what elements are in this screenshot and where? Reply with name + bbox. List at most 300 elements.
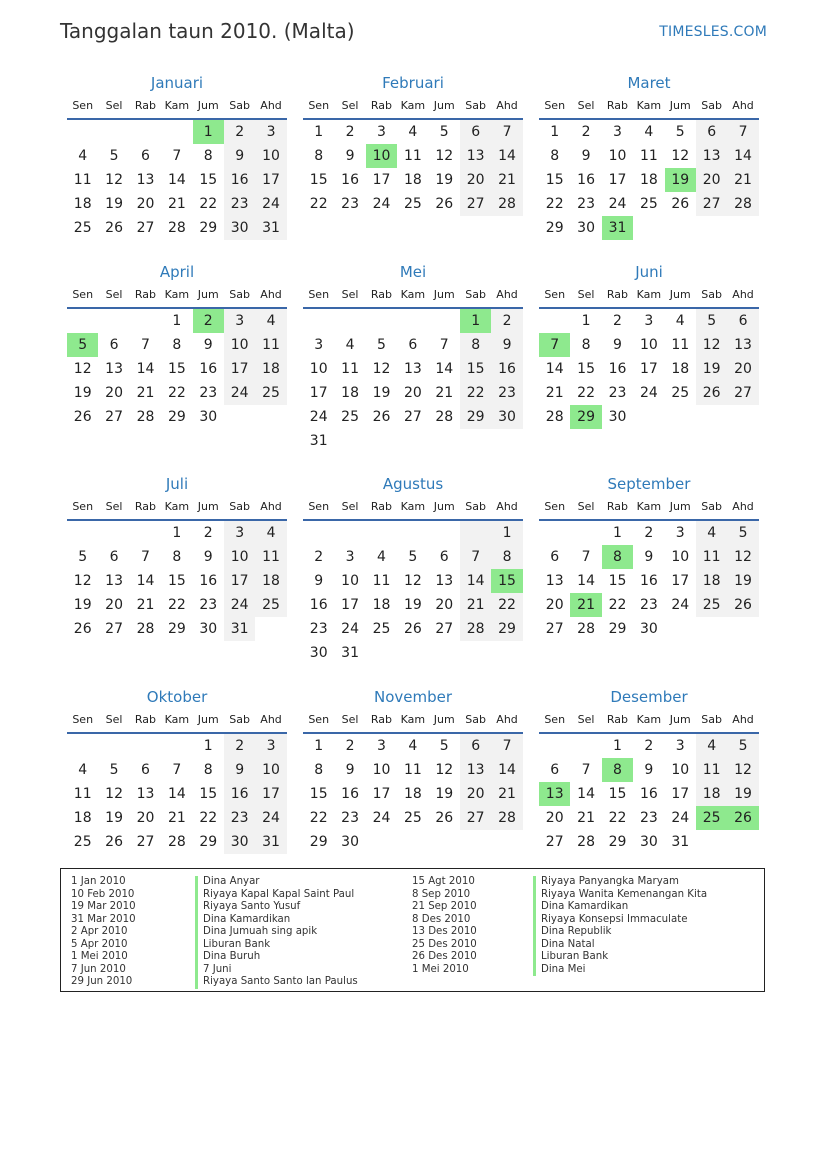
day-cell[interactable]: 9	[224, 758, 255, 782]
day-cell[interactable]: 27	[460, 192, 491, 216]
day-cell[interactable]: 13	[105, 361, 123, 377]
day-cell[interactable]: 16	[341, 786, 359, 802]
holiday-cell[interactable]: 1	[193, 120, 224, 144]
day-cell[interactable]: 9	[613, 337, 622, 353]
day-cell[interactable]: 1	[550, 124, 560, 140]
day-cell[interactable]: 20	[460, 168, 491, 192]
day-cell[interactable]: 5	[439, 738, 449, 754]
day-cell[interactable]: 23	[608, 385, 627, 401]
day-cell[interactable]: 22	[460, 381, 491, 405]
day-cell[interactable]: 5	[408, 549, 418, 565]
day-cell[interactable]: 26	[727, 593, 758, 617]
day-cell[interactable]: 26	[403, 621, 422, 637]
day-cell[interactable]: 8	[550, 148, 560, 164]
day-cell[interactable]: 4	[255, 521, 286, 545]
day-cell[interactable]: 21	[136, 385, 155, 401]
day-cell[interactable]: 8	[203, 762, 213, 778]
day-cell[interactable]: 16	[639, 573, 658, 589]
day-cell[interactable]: 22	[577, 385, 595, 401]
day-cell[interactable]: 28	[167, 220, 186, 236]
day-cell[interactable]: 26	[73, 409, 92, 425]
day-cell[interactable]: 29	[491, 617, 522, 641]
day-cell[interactable]: 7	[141, 549, 150, 565]
day-cell[interactable]: 28	[491, 192, 522, 216]
day-cell[interactable]: 23	[309, 621, 328, 637]
day-cell[interactable]: 14	[460, 569, 491, 593]
day-cell[interactable]: 13	[460, 758, 491, 782]
day-cell[interactable]: 30	[639, 621, 658, 637]
day-cell[interactable]: 23	[491, 381, 522, 405]
day-cell[interactable]: 21	[136, 597, 155, 613]
day-cell[interactable]: 29	[199, 220, 218, 236]
day-cell[interactable]: 19	[727, 569, 758, 593]
day-cell[interactable]: 12	[435, 762, 454, 778]
day-cell[interactable]: 25	[73, 834, 92, 850]
holiday-cell[interactable]: 13	[539, 782, 570, 806]
day-cell[interactable]: 15	[167, 361, 186, 377]
day-cell[interactable]: 23	[199, 597, 218, 613]
holiday-cell[interactable]: 15	[491, 569, 522, 593]
day-cell[interactable]: 21	[167, 196, 186, 212]
day-cell[interactable]: 24	[372, 196, 391, 212]
day-cell[interactable]: 31	[671, 834, 690, 850]
day-cell[interactable]: 2	[345, 124, 355, 140]
holiday-cell[interactable]: 1	[460, 309, 491, 333]
day-cell[interactable]: 12	[403, 573, 422, 589]
day-cell[interactable]: 13	[136, 172, 155, 188]
day-cell[interactable]: 2	[644, 525, 654, 541]
day-cell[interactable]: 13	[105, 573, 123, 589]
day-cell[interactable]: 7	[491, 120, 522, 144]
day-cell[interactable]: 20	[460, 782, 491, 806]
day-cell[interactable]: 10	[224, 545, 255, 569]
day-cell[interactable]: 20	[105, 385, 123, 401]
day-cell[interactable]: 10	[255, 758, 286, 782]
holiday-cell[interactable]: 10	[366, 144, 397, 168]
day-cell[interactable]: 4	[675, 313, 685, 329]
day-cell[interactable]: 4	[78, 762, 88, 778]
day-cell[interactable]: 6	[439, 549, 449, 565]
day-cell[interactable]: 3	[644, 313, 654, 329]
day-cell[interactable]: 26	[435, 810, 454, 826]
day-cell[interactable]: 2	[224, 734, 255, 758]
day-cell[interactable]: 26	[105, 834, 123, 850]
day-cell[interactable]: 6	[460, 120, 491, 144]
day-cell[interactable]: 2	[613, 313, 622, 329]
day-cell[interactable]: 4	[644, 124, 654, 140]
day-cell[interactable]: 8	[314, 148, 324, 164]
day-cell[interactable]: 6	[550, 762, 560, 778]
day-cell[interactable]: 16	[199, 573, 218, 589]
day-cell[interactable]: 3	[255, 120, 286, 144]
day-cell[interactable]: 1	[203, 738, 213, 754]
day-cell[interactable]: 18	[372, 597, 391, 613]
day-cell[interactable]: 17	[309, 385, 328, 401]
day-cell[interactable]: 16	[639, 786, 658, 802]
day-cell[interactable]: 6	[109, 337, 119, 353]
day-cell[interactable]: 25	[639, 196, 658, 212]
day-cell[interactable]: 27	[545, 621, 564, 637]
day-cell[interactable]: 24	[671, 597, 690, 613]
day-cell[interactable]: 25	[255, 593, 286, 617]
day-cell[interactable]: 25	[671, 385, 690, 401]
day-cell[interactable]: 3	[255, 734, 286, 758]
day-cell[interactable]: 5	[727, 521, 758, 545]
day-cell[interactable]: 1	[314, 124, 324, 140]
day-cell[interactable]: 31	[224, 617, 255, 641]
day-cell[interactable]: 11	[639, 148, 658, 164]
day-cell[interactable]: 30	[309, 645, 328, 661]
day-cell[interactable]: 2	[581, 124, 591, 140]
day-cell[interactable]: 7	[460, 545, 491, 569]
day-cell[interactable]: 22	[309, 810, 328, 826]
day-cell[interactable]: 29	[309, 834, 328, 850]
day-cell[interactable]: 22	[309, 196, 328, 212]
day-cell[interactable]: 14	[727, 144, 758, 168]
day-cell[interactable]: 13	[435, 573, 454, 589]
day-cell[interactable]: 19	[435, 172, 454, 188]
day-cell[interactable]: 28	[577, 621, 595, 637]
day-cell[interactable]: 25	[372, 621, 391, 637]
holiday-cell[interactable]: 25	[696, 806, 727, 830]
day-cell[interactable]: 30	[491, 405, 522, 429]
day-cell[interactable]: 13	[460, 144, 491, 168]
day-cell[interactable]: 21	[435, 385, 454, 401]
day-cell[interactable]: 15	[545, 172, 564, 188]
day-cell[interactable]: 13	[136, 786, 155, 802]
day-cell[interactable]: 7	[172, 762, 182, 778]
day-cell[interactable]: 3	[613, 124, 622, 140]
day-cell[interactable]: 10	[309, 361, 328, 377]
day-cell[interactable]: 23	[341, 196, 359, 212]
day-cell[interactable]: 8	[460, 333, 491, 357]
holiday-cell[interactable]: 2	[193, 309, 224, 333]
day-cell[interactable]: 20	[136, 196, 155, 212]
day-cell[interactable]: 13	[696, 144, 727, 168]
day-cell[interactable]: 12	[435, 148, 454, 164]
day-cell[interactable]: 22	[608, 597, 627, 613]
day-cell[interactable]: 30	[199, 409, 218, 425]
day-cell[interactable]: 11	[255, 545, 286, 569]
day-cell[interactable]: 8	[172, 549, 182, 565]
day-cell[interactable]: 5	[727, 734, 758, 758]
day-cell[interactable]: 5	[109, 762, 119, 778]
day-cell[interactable]: 3	[224, 521, 255, 545]
day-cell[interactable]: 15	[199, 786, 218, 802]
day-cell[interactable]: 26	[696, 381, 727, 405]
day-cell[interactable]: 17	[671, 573, 690, 589]
day-cell[interactable]: 7	[491, 734, 522, 758]
day-cell[interactable]: 11	[372, 573, 391, 589]
day-cell[interactable]: 5	[696, 309, 727, 333]
day-cell[interactable]: 2	[224, 120, 255, 144]
day-cell[interactable]: 19	[403, 597, 422, 613]
day-cell[interactable]: 10	[608, 148, 627, 164]
day-cell[interactable]: 13	[403, 361, 422, 377]
day-cell[interactable]: 23	[577, 196, 595, 212]
day-cell[interactable]: 6	[460, 734, 491, 758]
day-cell[interactable]: 23	[224, 806, 255, 830]
day-cell[interactable]: 25	[696, 593, 727, 617]
day-cell[interactable]: 6	[141, 762, 150, 778]
day-cell[interactable]: 11	[403, 148, 422, 164]
day-cell[interactable]: 18	[696, 782, 727, 806]
day-cell[interactable]: 19	[696, 357, 727, 381]
day-cell[interactable]: 15	[577, 361, 595, 377]
day-cell[interactable]: 19	[105, 810, 123, 826]
day-cell[interactable]: 20	[105, 597, 123, 613]
day-cell[interactable]: 17	[341, 597, 359, 613]
day-cell[interactable]: 7	[141, 337, 150, 353]
day-cell[interactable]: 21	[167, 810, 186, 826]
day-cell[interactable]: 11	[696, 758, 727, 782]
day-cell[interactable]: 27	[727, 381, 758, 405]
day-cell[interactable]: 30	[199, 621, 218, 637]
day-cell[interactable]: 26	[105, 220, 123, 236]
day-cell[interactable]: 18	[671, 361, 690, 377]
day-cell[interactable]: 9	[203, 337, 213, 353]
day-cell[interactable]: 14	[435, 361, 454, 377]
day-cell[interactable]: 1	[613, 738, 622, 754]
day-cell[interactable]: 3	[345, 549, 355, 565]
day-cell[interactable]: 24	[255, 192, 286, 216]
day-cell[interactable]: 23	[224, 192, 255, 216]
day-cell[interactable]: 9	[203, 549, 213, 565]
day-cell[interactable]: 26	[671, 196, 690, 212]
day-cell[interactable]: 6	[727, 309, 758, 333]
day-cell[interactable]: 4	[408, 124, 418, 140]
day-cell[interactable]: 28	[577, 834, 595, 850]
day-cell[interactable]: 11	[73, 786, 92, 802]
day-cell[interactable]: 3	[377, 124, 386, 140]
day-cell[interactable]: 30	[341, 834, 359, 850]
day-cell[interactable]: 23	[639, 597, 658, 613]
day-cell[interactable]: 27	[136, 220, 155, 236]
day-cell[interactable]: 31	[341, 645, 359, 661]
day-cell[interactable]: 9	[581, 148, 591, 164]
day-cell[interactable]: 10	[255, 144, 286, 168]
holiday-cell[interactable]: 8	[602, 758, 633, 782]
day-cell[interactable]: 10	[671, 762, 690, 778]
day-cell[interactable]: 14	[545, 361, 564, 377]
day-cell[interactable]: 11	[671, 337, 690, 353]
day-cell[interactable]: 30	[639, 834, 658, 850]
day-cell[interactable]: 31	[255, 216, 286, 240]
day-cell[interactable]: 16	[491, 357, 522, 381]
day-cell[interactable]: 25	[403, 810, 422, 826]
day-cell[interactable]: 20	[435, 597, 454, 613]
day-cell[interactable]: 5	[78, 549, 88, 565]
day-cell[interactable]: 3	[675, 738, 685, 754]
day-cell[interactable]: 22	[608, 810, 627, 826]
day-cell[interactable]: 21	[491, 782, 522, 806]
day-cell[interactable]: 30	[224, 830, 255, 854]
day-cell[interactable]: 27	[460, 806, 491, 830]
day-cell[interactable]: 14	[136, 573, 155, 589]
day-cell[interactable]: 15	[199, 172, 218, 188]
day-cell[interactable]: 5	[675, 124, 685, 140]
day-cell[interactable]: 21	[545, 385, 564, 401]
day-cell[interactable]: 24	[224, 381, 255, 405]
day-cell[interactable]: 25	[255, 381, 286, 405]
day-cell[interactable]: 12	[372, 361, 391, 377]
day-cell[interactable]: 29	[460, 405, 491, 429]
day-cell[interactable]: 17	[255, 782, 286, 806]
day-cell[interactable]: 12	[727, 545, 758, 569]
day-cell[interactable]: 14	[167, 786, 186, 802]
day-cell[interactable]: 3	[224, 309, 255, 333]
day-cell[interactable]: 26	[435, 196, 454, 212]
day-cell[interactable]: 26	[73, 621, 92, 637]
day-cell[interactable]: 9	[224, 144, 255, 168]
day-cell[interactable]: 8	[491, 545, 522, 569]
day-cell[interactable]: 11	[255, 333, 286, 357]
day-cell[interactable]: 15	[608, 786, 627, 802]
day-cell[interactable]: 27	[105, 409, 123, 425]
day-cell[interactable]: 29	[199, 834, 218, 850]
day-cell[interactable]: 16	[224, 168, 255, 192]
day-cell[interactable]: 22	[167, 385, 186, 401]
day-cell[interactable]: 12	[105, 172, 123, 188]
day-cell[interactable]: 17	[671, 786, 690, 802]
day-cell[interactable]: 12	[73, 361, 92, 377]
day-cell[interactable]: 3	[675, 525, 685, 541]
day-cell[interactable]: 7	[581, 549, 591, 565]
day-cell[interactable]: 12	[73, 573, 92, 589]
day-cell[interactable]: 4	[345, 337, 355, 353]
day-cell[interactable]: 28	[491, 806, 522, 830]
day-cell[interactable]: 22	[491, 593, 522, 617]
day-cell[interactable]: 20	[727, 357, 758, 381]
day-cell[interactable]: 24	[639, 385, 658, 401]
day-cell[interactable]: 14	[491, 144, 522, 168]
day-cell[interactable]: 1	[613, 525, 622, 541]
holiday-cell[interactable]: 29	[570, 405, 601, 429]
day-cell[interactable]: 5	[439, 124, 449, 140]
day-cell[interactable]: 10	[372, 762, 391, 778]
day-cell[interactable]: 22	[167, 597, 186, 613]
day-cell[interactable]: 10	[671, 549, 690, 565]
day-cell[interactable]: 27	[403, 409, 422, 425]
day-cell[interactable]: 9	[345, 148, 355, 164]
day-cell[interactable]: 9	[345, 762, 355, 778]
day-cell[interactable]: 8	[581, 337, 591, 353]
day-cell[interactable]: 20	[696, 168, 727, 192]
day-cell[interactable]: 9	[314, 573, 324, 589]
day-cell[interactable]: 6	[550, 549, 560, 565]
day-cell[interactable]: 30	[608, 409, 627, 425]
day-cell[interactable]: 18	[255, 569, 286, 593]
day-cell[interactable]: 20	[136, 810, 155, 826]
day-cell[interactable]: 27	[696, 192, 727, 216]
day-cell[interactable]: 26	[372, 409, 391, 425]
day-cell[interactable]: 18	[403, 786, 422, 802]
day-cell[interactable]: 4	[377, 549, 386, 565]
day-cell[interactable]: 5	[377, 337, 386, 353]
day-cell[interactable]: 29	[608, 621, 627, 637]
day-cell[interactable]: 19	[727, 782, 758, 806]
day-cell[interactable]: 14	[577, 573, 595, 589]
day-cell[interactable]: 17	[639, 361, 658, 377]
day-cell[interactable]: 22	[545, 196, 564, 212]
day-cell[interactable]: 19	[73, 385, 92, 401]
day-cell[interactable]: 10	[639, 337, 658, 353]
day-cell[interactable]: 30	[577, 220, 595, 236]
day-cell[interactable]: 31	[255, 830, 286, 854]
day-cell[interactable]: 28	[167, 834, 186, 850]
day-cell[interactable]: 1	[172, 525, 182, 541]
day-cell[interactable]: 23	[199, 385, 218, 401]
day-cell[interactable]: 6	[141, 148, 150, 164]
day-cell[interactable]: 4	[408, 738, 418, 754]
day-cell[interactable]: 12	[727, 758, 758, 782]
day-cell[interactable]: 28	[435, 409, 454, 425]
day-cell[interactable]: 19	[73, 597, 92, 613]
day-cell[interactable]: 1	[314, 738, 324, 754]
day-cell[interactable]: 22	[199, 810, 218, 826]
holiday-cell[interactable]: 7	[539, 333, 570, 357]
day-cell[interactable]: 12	[105, 786, 123, 802]
day-cell[interactable]: 16	[224, 782, 255, 806]
day-cell[interactable]: 29	[545, 220, 564, 236]
day-cell[interactable]: 17	[608, 172, 627, 188]
day-cell[interactable]: 21	[577, 810, 595, 826]
day-cell[interactable]: 21	[727, 168, 758, 192]
day-cell[interactable]: 18	[403, 172, 422, 188]
day-cell[interactable]: 1	[491, 521, 522, 545]
day-cell[interactable]: 18	[639, 172, 658, 188]
day-cell[interactable]: 24	[372, 810, 391, 826]
day-cell[interactable]: 9	[644, 762, 654, 778]
day-cell[interactable]: 17	[372, 172, 391, 188]
day-cell[interactable]: 21	[491, 168, 522, 192]
day-cell[interactable]: 17	[224, 569, 255, 593]
day-cell[interactable]: 25	[341, 409, 359, 425]
day-cell[interactable]: 28	[727, 192, 758, 216]
day-cell[interactable]: 31	[309, 433, 328, 449]
day-cell[interactable]: 23	[639, 810, 658, 826]
day-cell[interactable]: 19	[372, 385, 391, 401]
day-cell[interactable]: 14	[136, 361, 155, 377]
day-cell[interactable]: 23	[341, 810, 359, 826]
day-cell[interactable]: 18	[73, 196, 92, 212]
day-cell[interactable]: 7	[581, 762, 591, 778]
day-cell[interactable]: 1	[581, 313, 591, 329]
day-cell[interactable]: 27	[105, 621, 123, 637]
day-cell[interactable]: 19	[105, 196, 123, 212]
day-cell[interactable]: 14	[491, 758, 522, 782]
day-cell[interactable]: 13	[727, 333, 758, 357]
day-cell[interactable]: 4	[696, 521, 727, 545]
day-cell[interactable]: 28	[460, 617, 491, 641]
holiday-cell[interactable]: 26	[727, 806, 758, 830]
holiday-cell[interactable]: 8	[602, 545, 633, 569]
day-cell[interactable]: 11	[341, 361, 359, 377]
day-cell[interactable]: 10	[341, 573, 359, 589]
day-cell[interactable]: 2	[314, 549, 324, 565]
day-cell[interactable]: 16	[341, 172, 359, 188]
day-cell[interactable]: 3	[377, 738, 386, 754]
day-cell[interactable]: 29	[608, 834, 627, 850]
day-cell[interactable]: 18	[255, 357, 286, 381]
day-cell[interactable]: 12	[671, 148, 690, 164]
day-cell[interactable]: 21	[460, 593, 491, 617]
day-cell[interactable]: 7	[727, 120, 758, 144]
day-cell[interactable]: 18	[696, 569, 727, 593]
day-cell[interactable]: 1	[172, 313, 182, 329]
day-cell[interactable]: 24	[608, 196, 627, 212]
day-cell[interactable]: 8	[172, 337, 182, 353]
